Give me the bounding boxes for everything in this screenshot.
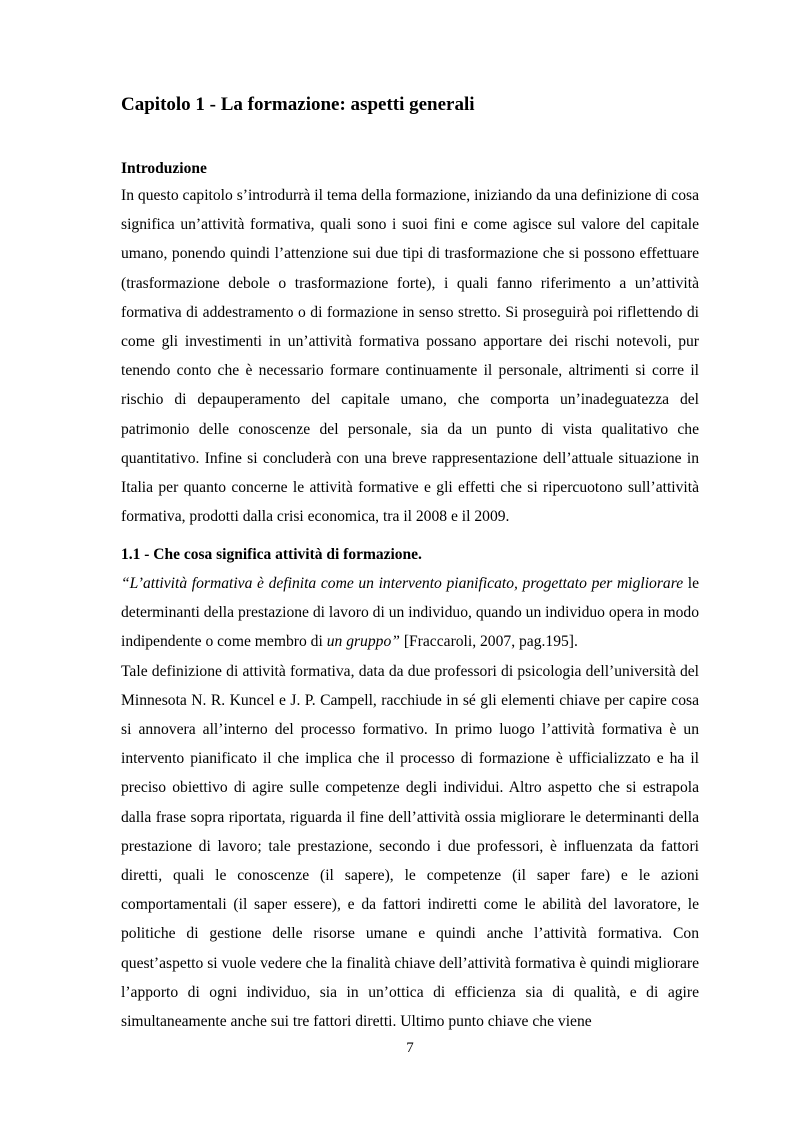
introduction-heading: Introduzione [121,160,207,177]
introduction-paragraph: In questo capitolo s’introdurrà il tema della formazione, iniziando da una definizione di cosa significa un’attività formativa, quali sono i suoi fini e come agisce sul valore del capitale umano, ponendo quindi l’attenzione sui due tipi di trasformazione che si possono effettuare (trasformazione debole o trasformazione forte), i quali fanno riferimento a un’attività formativa di addestramento o di formazione in senso stretto. Si proseguirà poi riflettendo di come gli investimenti in un’attività formativa possano apportare dei rischi notevoli, pur tenendo conto che è necessario formare continuamente il personale, altrimenti si corre il rischio di depauperamento del capitale umano, che comporta un’inadeguatezza del patrimonio delle conoscenze del personale, sia da un punto di vista qualitativo che quantitativo. Infine si concluderà con una breve rappresentazione dell’attuale situazione in Italia per quanto concerne le attività formative e gli effetti che si ripercuotono sull’attività formativa, prodotti dalla crisi economica, tra il 2008 e il 2009. [121,187,699,526]
section-1-1-paragraph: Tale definizione di attività formativa, data da due professori di psicologia dell’università del Minnesota N. R. Kuncel e J. P. Campell, racchiude in sé gli elementi chiave per capire cosa si annovera all’interno del processo formativo. In primo luogo l’attività formativa è un intervento pianificato il che implica che il processo di formazione è ufficializzato e ha il preciso obiettivo di agire sulle competenze degli individui. Altro aspetto che si estrapola dalla frase sopra riportata, riguarda il fine dell’attività ossia migliorare le determinanti della prestazione di lavoro; tale prestazione, secondo i due professori, è influenzata da fattori diretti, quali le conoscenze (il sapere), le competenze (il saper fare) e le azioni comportamentali (il saper essere), e da fattori indiretti come le abilità del lavoratore, le politiche di gestione delle risorse umane e quindi anche l’attività formativa. Con quest’aspetto si vuole vedere che la finalità chiave dell’attività formativa è quindi migliorare l’apporto di ogni individuo, sia in un’ottica di efficienza sia di qualità, e di agire simultaneamente anche sui tre fattori diretti. Ultimo punto chiave che viene [121,662,699,1031]
quote-citation: [Fraccaroli, 2007, pag.195]. [399,633,578,651]
chapter-title: Capitolo 1 - La formazione: aspetti generali [121,94,475,115]
quote-italic-closing: un gruppo” [326,633,400,651]
section-1-1-heading: 1.1 - Che cosa significa attività di formazione. [121,546,422,563]
quote-plain-text: le determinanti della prestazione di lavoro di un individuo, quando un individuo opera in modo indipendente o come membro di [121,575,700,651]
section-1-1-content [121,569,699,1036]
page-number: 7 [406,1040,414,1056]
definition-quote [121,569,699,657]
quote-italic-opening: “L’attività formativa è definita come un intervento pianificato, progettato per migliorare [121,575,684,592]
